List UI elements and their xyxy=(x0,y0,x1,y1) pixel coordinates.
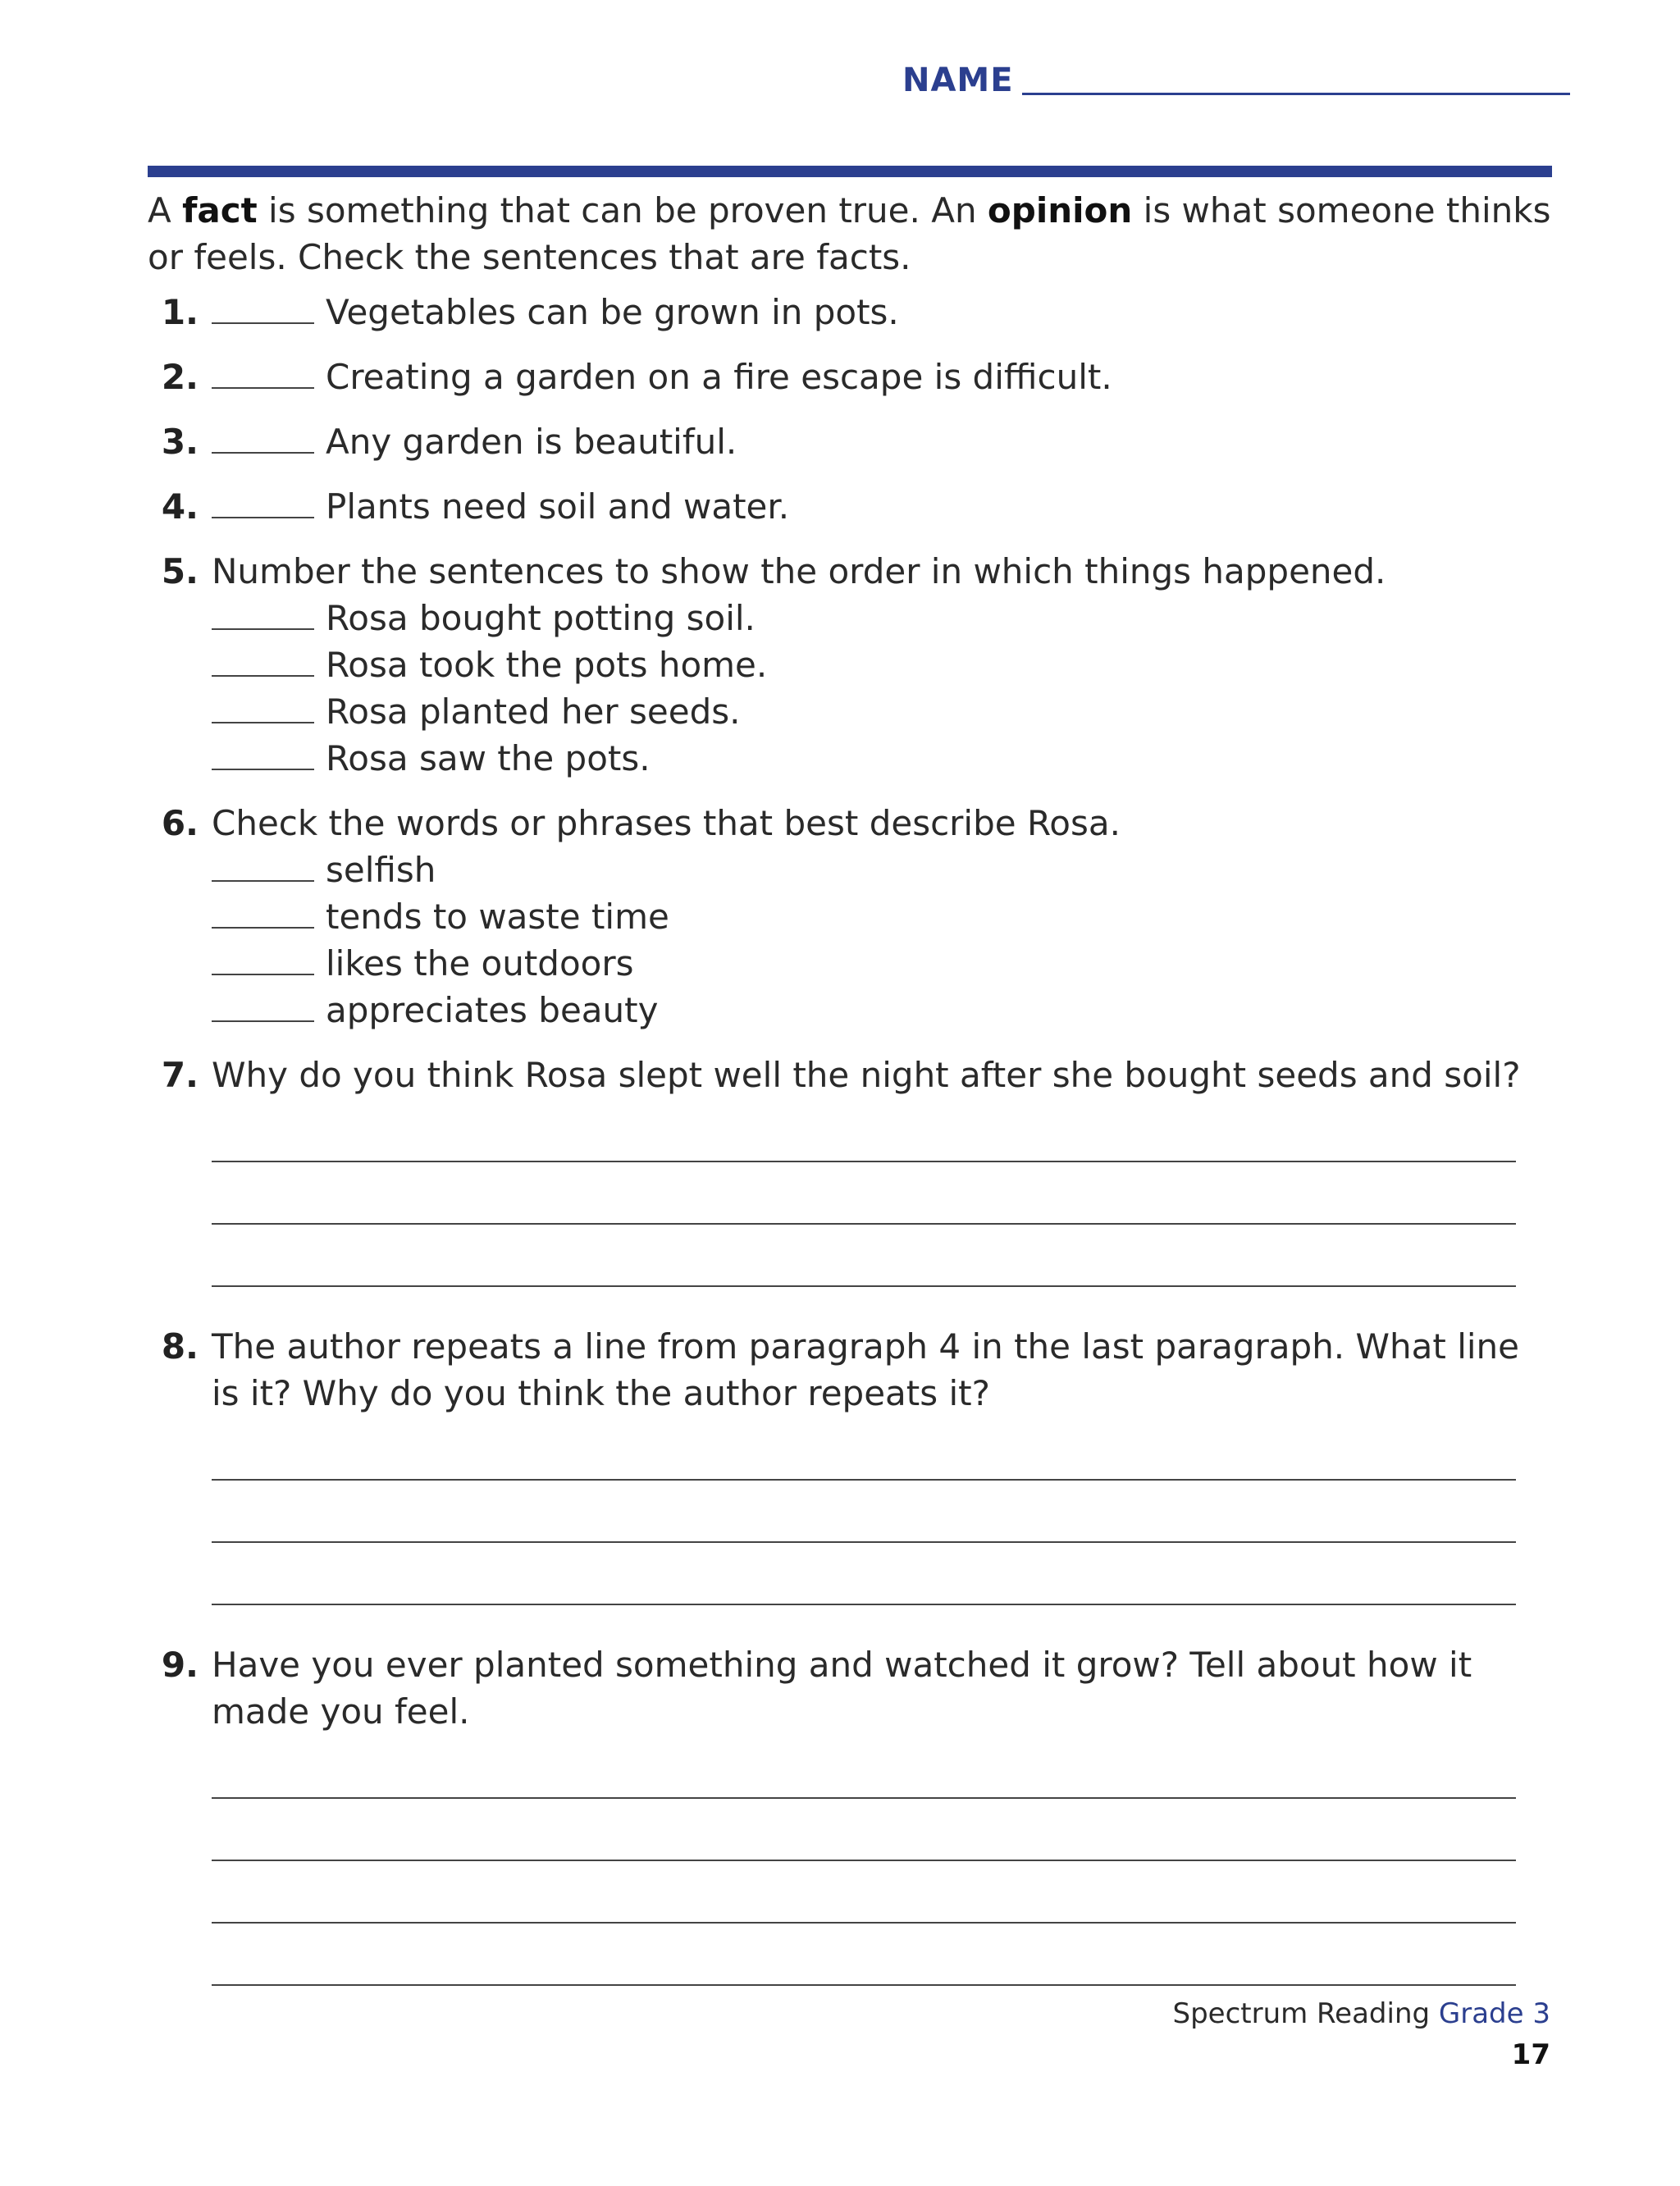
question-8 xyxy=(148,1323,1552,1417)
answer-line[interactable] xyxy=(212,1543,1516,1605)
question-6 xyxy=(148,800,1552,1034)
sequence-item: Rosa took the pots home. xyxy=(212,641,1552,688)
check-blank[interactable] xyxy=(212,484,314,518)
question-7 xyxy=(148,1052,1552,1098)
fact-item xyxy=(148,483,1552,530)
question-number: 9. xyxy=(161,1645,199,1685)
question-prompt: Number the sentences to show the order in which things happened. xyxy=(212,551,1386,591)
header-rule xyxy=(148,166,1552,177)
question-prompt: Check the words or phrases that best describe Rosa. xyxy=(212,803,1121,843)
fact-item xyxy=(148,418,1552,465)
answer-line[interactable] xyxy=(212,1481,1516,1543)
check-blank[interactable] xyxy=(212,847,314,882)
item-number: 1. xyxy=(161,292,199,332)
worksheet-content xyxy=(148,187,1552,1986)
trait-item: appreciates beauty xyxy=(212,987,1552,1034)
trait-item: selfish xyxy=(212,847,1552,893)
check-blank[interactable] xyxy=(212,894,314,929)
answer-line[interactable] xyxy=(212,1162,1516,1225)
question-number: 7. xyxy=(161,1055,199,1095)
book-title: Spectrum Reading Grade 3 xyxy=(1172,1997,1550,2030)
instructions: A fact is something that can be proven true. An opinion is what someone thinks or feels. Check the sentences that are facts. xyxy=(148,190,1551,277)
grade-label: Grade 3 xyxy=(1438,1997,1550,2030)
trait-item: likes the outdoors xyxy=(212,940,1552,987)
check-blank[interactable] xyxy=(212,290,314,324)
check-blank[interactable] xyxy=(212,419,314,454)
answer-line[interactable] xyxy=(212,1861,1516,1924)
answer-line[interactable] xyxy=(212,1225,1516,1287)
answer-line[interactable] xyxy=(212,1748,1516,1799)
fact-term: fact xyxy=(182,190,258,230)
fact-item xyxy=(148,289,1552,335)
item-number: 3. xyxy=(161,422,199,462)
answer-line[interactable] xyxy=(212,1111,1516,1162)
question-prompt: Have you ever planted something and watched it grow? Tell about how it made you feel. xyxy=(212,1645,1472,1732)
answer-line[interactable] xyxy=(212,1430,1516,1481)
fact-item xyxy=(148,354,1552,400)
item-text: Vegetables can be grown in pots. xyxy=(326,292,899,332)
item-number: 2. xyxy=(161,357,199,397)
page-footer xyxy=(1173,1993,1551,2075)
name-input-line[interactable] xyxy=(1022,93,1570,95)
item-text: Plants need soil and water. xyxy=(326,486,790,527)
question-prompt: The author repeats a line from paragraph 4 in the last paragraph. What line is it? Why do you think the author repeats it? xyxy=(212,1326,1520,1413)
name-label: NAME xyxy=(902,62,1014,99)
answer-line[interactable] xyxy=(212,1799,1516,1861)
sequence-item: Rosa saw the pots. xyxy=(212,735,1552,782)
answer-lines-9 xyxy=(148,1748,1552,1986)
sequence-item: Rosa bought potting soil. xyxy=(212,595,1552,641)
answer-lines-8 xyxy=(148,1430,1552,1605)
answer-lines-7 xyxy=(148,1111,1552,1287)
name-field-row xyxy=(902,64,1570,97)
question-number: 6. xyxy=(161,803,199,843)
check-blank[interactable] xyxy=(212,988,314,1022)
number-blank[interactable] xyxy=(212,642,314,677)
question-prompt: Why do you think Rosa slept well the night after she bought seeds and soil? xyxy=(212,1055,1521,1095)
trait-item: tends to waste time xyxy=(212,893,1552,940)
check-blank[interactable] xyxy=(212,354,314,389)
sequence-item: Rosa planted her seeds. xyxy=(212,688,1552,735)
answer-line[interactable] xyxy=(212,1924,1516,1986)
opinion-term: opinion xyxy=(987,190,1133,230)
question-number: 5. xyxy=(161,551,199,591)
item-number: 4. xyxy=(161,486,199,527)
question-number: 8. xyxy=(161,1326,199,1367)
number-blank[interactable] xyxy=(212,596,314,630)
check-blank[interactable] xyxy=(212,941,314,975)
number-blank[interactable] xyxy=(212,736,314,770)
page-number: 17 xyxy=(1511,2038,1550,2071)
question-9 xyxy=(148,1641,1552,1735)
number-blank[interactable] xyxy=(212,689,314,723)
item-text: Any garden is beautiful. xyxy=(326,422,737,462)
item-text: Creating a garden on a fire escape is difficult. xyxy=(326,357,1112,397)
question-5 xyxy=(148,548,1552,782)
